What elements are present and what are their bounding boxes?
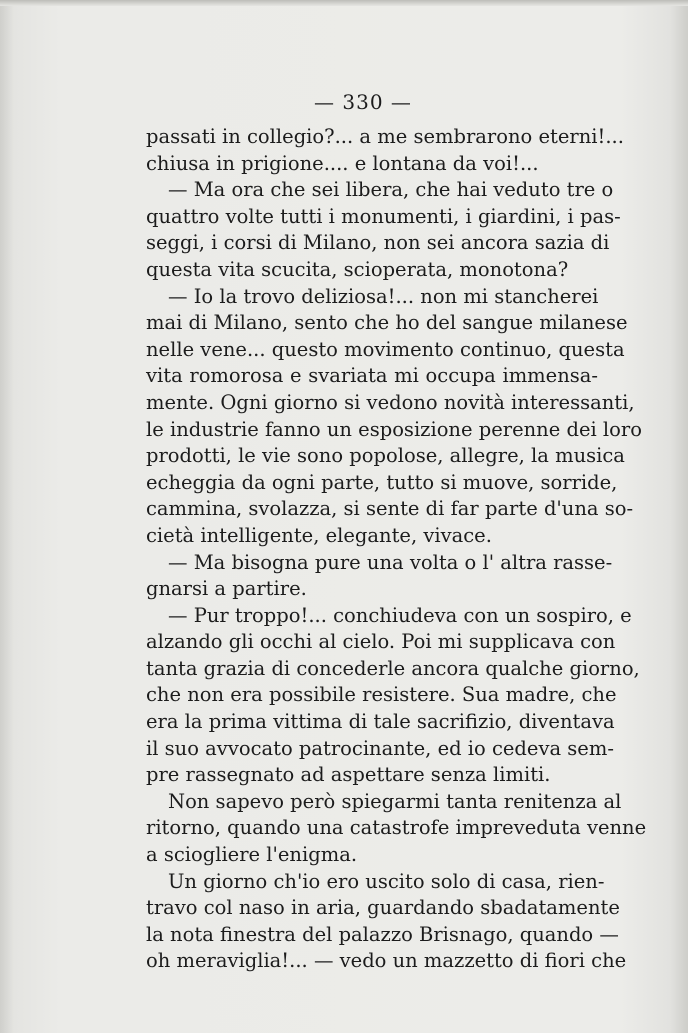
text-line: quattro volte tutti i monumenti, i giardini, i pas- — [146, 204, 621, 228]
page-number: — 330 — — [314, 90, 412, 114]
text-line: pre rassegnato ad aspettare senza limiti. — [146, 763, 551, 787]
text-line: vita romorosa e svariata mi occupa immensa- — [146, 364, 598, 388]
text-line: — Ma bisogna pure una volta o l' altra rasse- — [168, 550, 613, 574]
text-line: ritorno, quando una catastrofe impreveduta venne — [146, 816, 647, 840]
text-line: era la prima vittima di tale sacrifizio, diventava — [146, 710, 615, 734]
text-line: oh meraviglia!... — vedo un mazzetto di fiori che — [146, 949, 627, 973]
text-line: questa vita scucita, scioperata, monotona? — [146, 257, 569, 281]
text-line: il suo avvocato patrocinante, ed io cedeva sem- — [146, 736, 614, 760]
text-line: Non sapevo però spiegarmi tanta renitenza al — [168, 789, 622, 813]
text-line: che non era possibile resistere. Sua madre, che — [146, 683, 617, 707]
text-line: travo col naso in aria, guardando sbadatamente — [146, 896, 620, 920]
text-line: tanta grazia di concederle ancora qualche giorno, — [146, 656, 640, 680]
body-text — [146, 124, 647, 975]
text-line: passati in collegio?... a me sembrarono eterni!... — [146, 125, 624, 148]
text-line: echeggia da ogni parte, tutto si muove, sorride, — [146, 470, 618, 494]
text-line: — Ma ora che sei libera, che hai veduto tre o — [168, 178, 614, 202]
text-line: chiusa in prigione.... e lontana da voi!... — [146, 151, 539, 175]
text-line: mai di Milano, sento che ho del sangue milanese — [146, 311, 628, 335]
text-line: — Io la trovo deliziosa!... non mi stancherei — [168, 284, 599, 308]
text-line: — Pur troppo!... conchiudeva con un sospiro, e — [168, 603, 632, 627]
text-line: nelle vene... questo movimento continuo, questa — [146, 337, 625, 361]
text-line: Un giorno ch'io ero uscito solo di casa, rien- — [168, 869, 605, 893]
text-line: cammina, svolazza, si sente di far parte d'una so- — [146, 497, 634, 521]
text-line: le industrie fanno un esposizione perenne dei loro — [146, 417, 642, 441]
text-line: cietà intelligente, elegante, vivace. — [146, 523, 492, 547]
page-top-edge — [0, 0, 688, 6]
text-line: gnarsi a partire. — [146, 577, 307, 601]
text-line: a sciogliere l'enigma. — [146, 843, 358, 867]
text-line: la nota finestra del palazzo Brisnago, quando — — [146, 922, 619, 946]
text-line: mente. Ogni giorno si vedono novità interessanti, — [146, 390, 635, 414]
text-line: alzando gli occhi al cielo. Poi mi supplicava con — [146, 630, 616, 654]
text-line: seggi, i corsi di Milano, non sei ancora sazia di — [146, 231, 610, 255]
text-line: prodotti, le vie sono popolose, allegre, la musica — [146, 444, 625, 468]
